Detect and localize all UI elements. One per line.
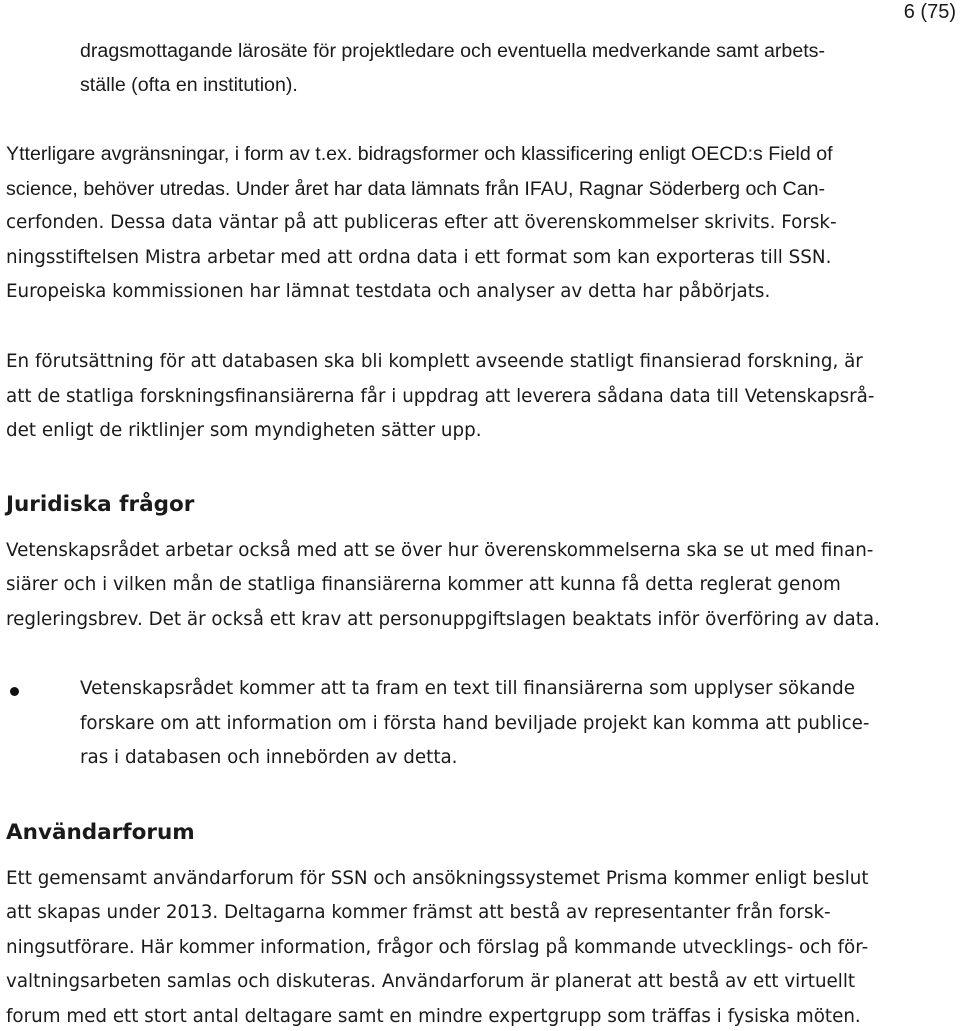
paragraph-line: Ytterligare avgränsningar, i form av t.ex. bidragsformer och klassificering enligt OECD:s Field of (6, 143, 833, 165)
intro-line: dragsmottagande lärosäte för projektledare och eventuella medverkande samt arbets- (80, 40, 825, 62)
paragraph-line: Vetenskapsrådet arbetar också med att se över hur överenskommelserna ska se ut med finan- (6, 540, 874, 561)
paragraph-line: regleringsbrev. Det är också ett krav att personuppgiftslagen beaktats inför överföring av data. (6, 609, 880, 630)
paragraph-line: ningsutförare. Här kommer information, frågor och förslag på kommande utvecklings- och för- (6, 937, 869, 958)
paragraph-line: science, behöver utredas. Under året har data lämnats från IFAU, Ragnar Söderberg och Can- (6, 178, 826, 200)
intro-line: ställe (ofta en institution). (80, 74, 298, 96)
paragraph-line: Europeiska kommissionen har lämnat testdata och analyser av detta har påbörjats. (6, 281, 771, 302)
paragraph-line: siärer och i vilken mån de statliga finansiärerna kommer att kunna få detta reglerat genom (6, 574, 841, 595)
paragraph-line: att de statliga forskningsfinansiärerna får i uppdrag att leverera sådana data till Vetenskapsrå- (6, 386, 875, 407)
paragraph-line: ningsstiftelsen Mistra arbetar med att ordna data i ett format som kan exporteras till SSN. (6, 247, 832, 268)
paragraph-line: cerfonden. Dessa data väntar på att publiceras efter att överenskommelser skrivits. Forsk- (6, 212, 837, 233)
section-heading: Användarforum (6, 820, 195, 845)
section-heading: Juridiska frågor (6, 492, 195, 517)
paragraph-line: En förutsättning för att databasen ska bli komplett avseende statligt finansierad forskning, är (6, 351, 863, 372)
paragraph-line: Ett gemensamt användarforum för SSN och ansökningssystemet Prisma kommer enligt beslut (6, 868, 869, 889)
paragraph-line: valtningsarbeten samlas och diskuteras. Användarforum är planerat att bestå av ett virtuellt (6, 971, 856, 992)
bullet-line: Vetenskapsrådet kommer att ta fram en text till finansiärerna som upplyser sökande (80, 678, 855, 699)
paragraph-line: forum med ett stort antal deltagare samt en mindre expertgrupp som träffas i fysiska möten. (6, 1006, 861, 1027)
paragraph-line: att skapas under 2013. Deltagarna kommer främst att bestå av representanter från forsk- (6, 902, 831, 923)
bullet-line: ras i databasen och innebörden av detta. (80, 747, 458, 768)
paragraph-line: det enligt de riktlinjer som myndigheten sätter upp. (6, 420, 482, 441)
page-number: 6 (75) (903, 1, 956, 23)
bullet-icon (10, 687, 19, 696)
bullet-line: forskare om att information om i första hand beviljade projekt kan komma att publice- (80, 713, 870, 734)
